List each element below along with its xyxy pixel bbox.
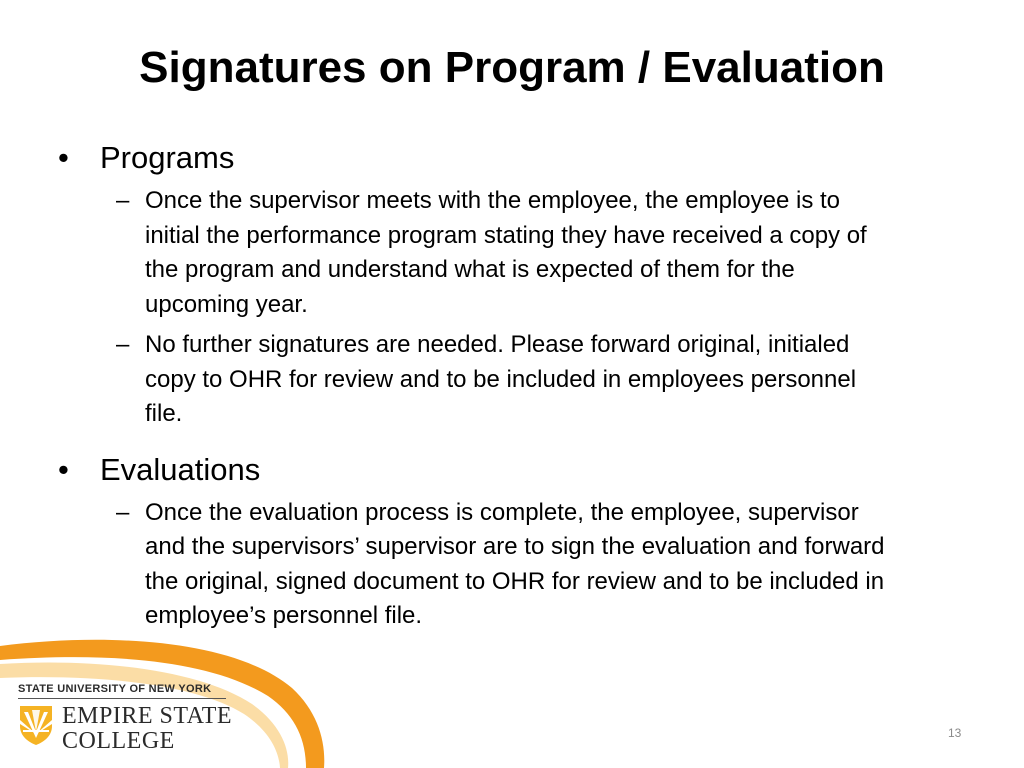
logo-name-line1: EMPIRE STATE [62,703,233,729]
logo-divider [18,698,226,699]
bullet-heading: Evaluations [100,451,261,487]
sub-item [58,328,885,432]
slide-title: Signatures on Program / Evaluation [139,43,885,92]
sub-item [58,184,885,322]
shield-sunburst-icon [18,704,54,746]
dash-mark: – [116,498,130,526]
slide-content [58,140,978,640]
bullet-programs [58,140,978,432]
college-logo [18,683,232,754]
sub-list [100,496,978,634]
bullet-mark: • [58,140,69,175]
sub-item [58,496,885,634]
dash-mark: – [116,187,130,214]
sub-item-text: No further signatures are needed. Please forward original, initialed copy to OHR for review and to be included in employees personnel file. [145,331,857,427]
logo-row [18,704,232,754]
bullet-evaluations [58,452,978,634]
sub-item-text: Once the evaluation process is complete, the employee, supervisor and the supervisors’ supervisor are to sign the evaluation and forward the original, signed document to OHR for review and to be included in employee’s personnel file. [145,498,885,629]
page-number: 13 [948,726,962,740]
bullet-mark: • [58,451,69,487]
logo-name-line2: COLLEGE [62,728,175,754]
logo-top-text: STATE UNIVERSITY OF NEW YORK [18,683,212,695]
bullet-heading: Programs [100,140,235,175]
sub-list [100,184,978,432]
logo-name [62,704,232,754]
sub-item-text: Once the supervisor meets with the employee, the employee is to initial the performance program stating they have received a copy of the program and understand what is expected of them for the upcoming year. [145,187,867,318]
dash-mark: – [116,331,130,358]
